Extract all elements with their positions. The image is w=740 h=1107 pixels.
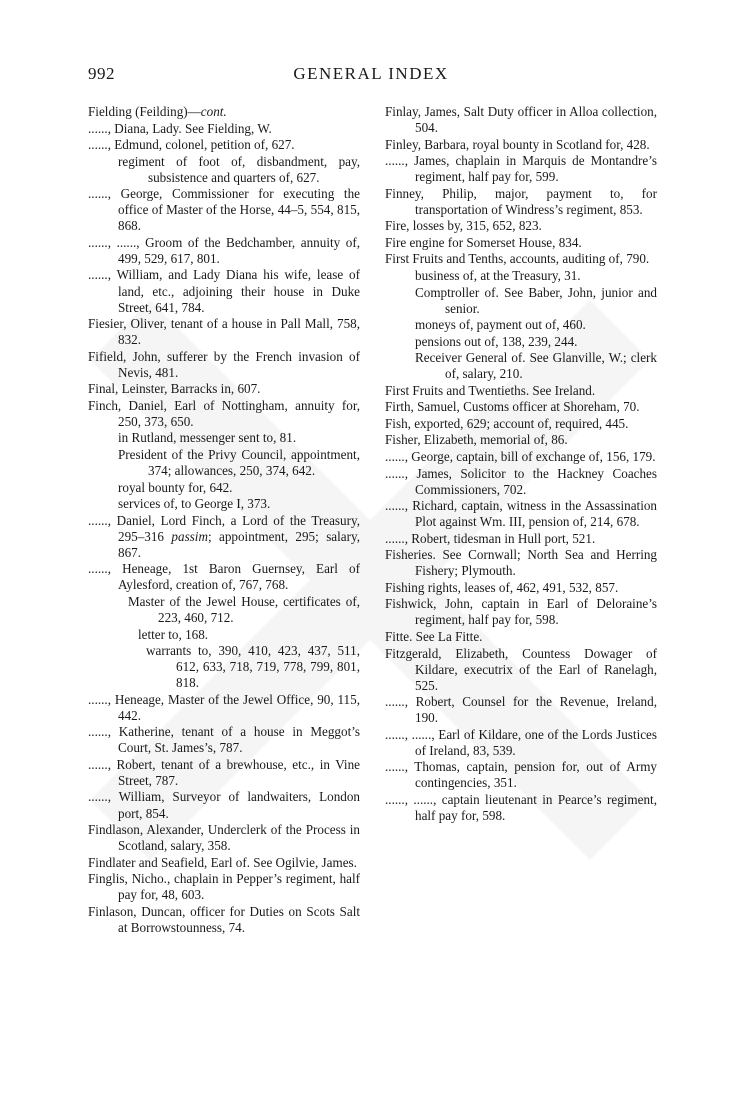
index-entry [385,498,657,530]
index-entry-text: ......, Richard, captain, witness in the Assassination Plot against Wm. III, pension of, 214, 678. [385,498,657,530]
index-entry [88,398,360,430]
index-entry [88,561,360,593]
page-header [88,64,654,90]
index-entry-text: in Rutland, messenger sent to, 81. [118,430,297,446]
index-entry [88,381,360,397]
index-entry [385,416,657,432]
index-entry [88,430,360,446]
index-entry-text: Fishing rights, leases of, 462, 491, 532, 857. [385,579,619,595]
index-entry [385,531,657,547]
index-entry [385,449,657,465]
index-entry-text: ......, James, chaplain in Marquis de Montandre’s regiment, half pay for, 599. [385,153,657,185]
index-entry [385,218,657,234]
index-entry [88,154,360,186]
index-entry-text: Finlay, James, Salt Duty officer in Alloa collection, 504. [385,104,657,136]
index-entry [385,596,657,628]
index-entry-text: Receiver General of. See Glanville, W.; clerk of, salary, 210. [415,350,657,382]
index-entry-text: Fishwick, John, captain in Earl of Deloraine’s regiment, half pay for, 598. [385,596,657,628]
index-entry-text: ......, Edmund, colonel, petition of, 627. [88,137,295,153]
index-entry-text: services of, to George I, 373. [118,496,271,512]
index-entry-text: Fire, losses by, 315, 652, 823. [385,218,542,234]
index-entry-text: ......, Daniel, Lord Finch, a Lord of the Treasury, 295–316 [88,512,360,544]
index-entry-text: ......, Diana, Lady. See Fielding, W. [88,120,272,136]
page-number: 992 [88,64,115,83]
index-entry-text: Fifield, John, sufferer by the French invasion of Nevis, 481. [88,348,360,380]
index-entry [88,104,360,120]
index-entry-text: Fiesier, Oliver, tenant of a house in Pall Mall, 758, 832. [88,316,360,348]
index-entry [88,186,360,234]
index-entry-text: First Fruits and Twentieths. See Ireland. [385,382,596,398]
index-entry [385,759,657,791]
index-entry-text: ......, Robert, Counsel for the Revenue, Ireland, 190. [385,694,657,726]
index-entry [385,580,657,596]
index-entry [385,547,657,579]
index-entry-text: Comptroller of. See Baber, John, junior and senior. [415,284,657,316]
index-entry-text: ......, Katherine, tenant of a house in Meggot’s Court, St. James’s, 787. [88,724,360,756]
index-entry [385,334,657,350]
index-entry-text: regiment of foot of, disbandment, pay, subsistence and quarters of, 627. [118,153,360,185]
index-entry [88,137,360,153]
index-columns [88,104,660,1084]
index-entry-text: First Fruits and Tenths, accounts, auditing of, 790. [385,251,650,267]
index-entry-text: ......, ......, Groom of the Bedchamber, annuity of, 499, 529, 617, 801. [88,234,360,266]
index-entry-text: Finlason, Duncan, officer for Duties on Scots Salt at Borrowstounness, 74. [88,903,360,935]
index-entry-text: Fire engine for Somerset House, 834. [385,234,582,250]
index-entry [385,383,657,399]
index-entry-text: Firth, Samuel, Customs officer at Shoreham, 70. [385,399,640,415]
index-entry [385,432,657,448]
index-entry-text: ......, Robert, tidesman in Hull port, 521. [385,530,596,546]
index-entry [385,104,657,136]
index-entry-text: ......, ......, Earl of Kildare, one of the Lords Justices of Ireland, 83, 539. [385,726,657,758]
index-entry-text: ......, George, captain, bill of exchange of, 156, 179. [385,448,656,464]
index-entry [88,757,360,789]
index-entry [88,349,360,381]
index-entry [88,789,360,821]
index-entry [88,267,360,315]
index-entry-text: Final, Leinster, Barracks in, 607. [88,381,261,397]
index-entry-text: business of, at the Treasury, 31. [415,267,581,283]
index-entry-text: ......, William, Surveyor of landwaiters, London port, 854. [88,789,360,821]
index-entry [385,317,657,333]
index-entry-text: ......, ......, captain lieutenant in Pearce’s regiment, half pay for, 598. [385,791,657,824]
index-entry-text: ......, James, Solicitor to the Hackney Coaches Commissioners, 702. [385,465,657,497]
index-entry [88,904,360,936]
index-entry [385,137,657,153]
index-entry-text: Finch, Daniel, Earl of Nottingham, annuity for, 250, 373, 650. [88,397,360,429]
index-entry [385,268,657,284]
index-entry-text: Fitzgerald, Elizabeth, Countess Dowager of Kildare, executrix of the Earl of Ranelagh, 525. [385,645,657,693]
index-entry-tail: ; appointment, 295; salary, 867. [118,528,360,560]
index-entry [385,350,657,382]
index-entry-text: Fisheries. See Cornwall; North Sea and Herring Fishery; Plymouth. [385,547,657,579]
index-entry-text: Master of the Jewel House, certificates of, 223, 460, 712. [128,593,360,625]
index-entry-text: royal bounty for, 642. [118,479,233,495]
index-entry-text: President of the Privy Council, appointment, 374; allowances, 250, 374, 642. [118,446,360,479]
index-entry [88,235,360,267]
index-entry [88,316,360,348]
index-entry-text: Fielding (Feilding)— [88,104,201,119]
index-entry-italic: passim [171,528,208,544]
index-entry-text: Findlason, Alexander, Underclerk of the Process in Scotland, salary, 358. [88,822,360,854]
index-entry [88,871,360,903]
index-entry [88,822,360,854]
index-entry-text: ......, George, Commissioner for executing the office of Master of the Horse, 44–5, 554, 815, 868. [88,186,360,234]
index-entry [88,594,360,626]
index-entry-text: warrants to, 390, 410, 423, 437, 511, 612, 633, 718, 719, 778, 799, 801, 818. [146,643,360,691]
index-entry [385,792,657,824]
index-entry-text: ......, William, and Lady Diana his wife, lease of land, etc., adjoining their house in Duke Street, 641, 784. [88,267,360,315]
index-entry-text: Finglis, Nicho., chaplain in Pepper’s regiment, half pay for, 48, 603. [88,871,360,903]
index-entry [88,121,360,137]
index-entry-text: ......, Heneage, 1st Baron Guernsey, Earl of Aylesford, creation of, 767, 768. [88,561,360,593]
index-entry [385,629,657,645]
index-entry-text: Finney, Philip, major, payment to, for transportation of Windress’s regiment, 853. [385,185,657,217]
index-entry [88,724,360,756]
index-entry [88,855,360,871]
index-entry-italic: cont. [200,104,227,119]
index-entry [88,513,360,561]
index-entry [88,480,360,496]
index-entry [88,643,360,691]
index-entry [88,496,360,512]
index-entry [385,153,657,185]
index-entry [385,694,657,726]
index-entry-text: Fitte. See La Fitte. [385,629,483,644]
index-entry [88,627,360,643]
index-entry [385,399,657,415]
index-entry-text: Findlater and Seafield, Earl of. See Ogilvie, James. [88,854,357,870]
index-entry [385,235,657,251]
right-column [385,104,657,825]
index-entry-text: Fisher, Elizabeth, memorial of, 86. [385,432,568,448]
index-entry-text: Fish, exported, 629; account of, required, 445. [385,415,629,431]
index-entry-text: ......, Robert, tenant of a brewhouse, etc., in Vine Street, 787. [88,756,360,788]
index-entry-text: pensions out of, 138, 239, 244. [415,333,578,349]
index-entry [385,466,657,498]
index-entry-text: letter to, 168. [138,626,209,642]
index-entry [385,285,657,317]
index-entry-text: ......, Thomas, captain, pension for, out of Army contingencies, 351. [385,759,657,791]
index-entry [88,447,360,479]
index-entry [385,251,657,267]
index-entry [385,727,657,759]
running-title: GENERAL INDEX [293,64,449,83]
left-column [88,104,360,936]
index-entry [88,692,360,724]
index-entry-text: ......, Heneage, Master of the Jewel Office, 90, 115, 442. [88,691,360,723]
index-entry [385,186,657,218]
index-entry-text: Finley, Barbara, royal bounty in Scotland for, 428. [385,136,650,152]
index-entry-text: moneys of, payment out of, 460. [415,317,586,333]
index-entry [385,646,657,694]
